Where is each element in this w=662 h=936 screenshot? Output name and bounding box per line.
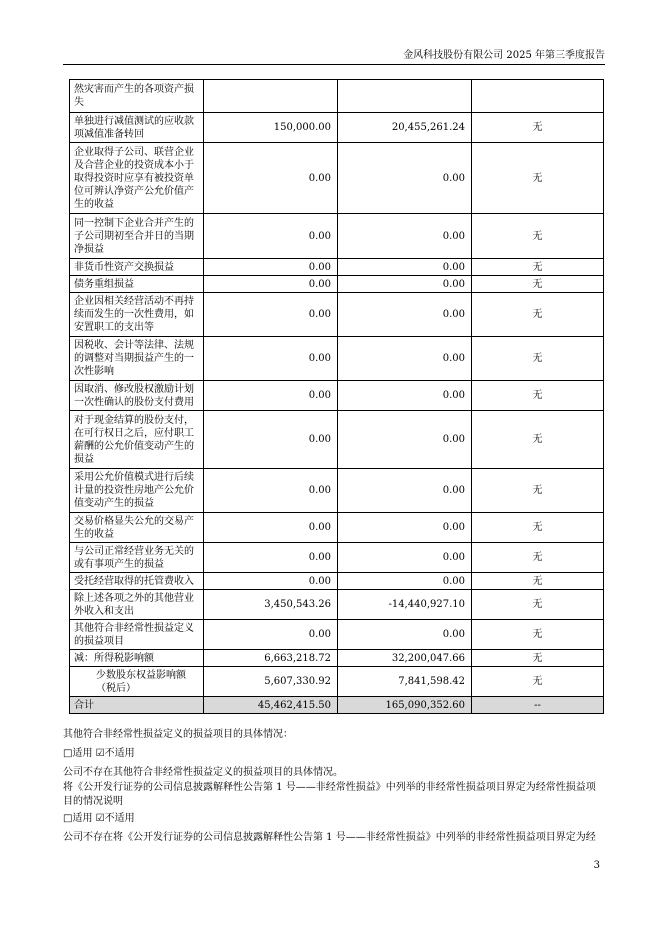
non-recurring-gains-table [69,79,604,714]
current-period-value: 0.00 [204,469,338,513]
current-period-value [204,80,338,113]
current-period-value: 0.00 [204,259,338,276]
current-period-value: 0.00 [204,143,338,214]
table-row [70,113,604,143]
current-period-value: 0.00 [204,381,338,411]
row-label: 采用公允价值模式进行后续计量的投资性房地产公允价值变动产生的损益 [70,469,204,513]
other-items-statement: 公司不存在其他符合非经常性损益定义的损益项目的具体情况。 [63,767,343,778]
table-row [70,80,604,113]
other-items-heading: 其他符合非经常性损益定义的损益项目的具体情况： [63,729,293,740]
current-period-value: 0.00 [204,276,338,293]
row-note: 无 [472,143,604,214]
row-note: 无 [472,513,604,543]
ytd-value: 0.00 [338,543,472,573]
ytd-value: 0.00 [338,513,472,543]
page-number: 3 [593,860,600,871]
table-row [70,573,604,590]
row-note: 无 [472,293,604,337]
total-current-value: 45,462,415.50 [204,697,338,714]
row-label: 减：所得税影响额 [70,650,204,667]
current-period-value: 0.00 [204,293,338,337]
row-label: 少数股东权益影响额（税后） [70,667,204,697]
row-label: 单独进行减值测试的应收款项减值准备转回 [70,113,204,143]
table-row [70,513,604,543]
header-divider [63,64,605,65]
current-period-value: 0.00 [204,513,338,543]
row-note: 无 [472,113,604,143]
row-label: 然灾害而产生的各项资产损失 [70,80,204,113]
ytd-value [338,80,472,113]
table-row [70,214,604,259]
row-note: 无 [472,667,604,697]
ytd-value: 0.00 [338,259,472,276]
table-row [70,543,604,573]
reclassification-heading: 将《公开发行证券的公司信息披露解释性公告第 1 号——非经常性损益》中列举的非经常性损益项目界定为经常性损益项目的情况说明 [63,782,596,807]
row-note: 无 [472,590,604,620]
ytd-value: 0.00 [338,214,472,259]
reclassification-statement: 公司不存在将《公开发行证券的公司信息披露解释性公告第 1 号——非经常性损益》中列举的非经常性损益项目界定为经 [63,832,596,843]
ytd-value: 0.00 [338,381,472,411]
row-label: 对于现金结算的股份支付，在可行权日之后，应付职工薪酬的公允价值变动产生的损益 [70,411,204,469]
table-row [70,143,604,214]
row-label: 受托经营取得的托管费收入 [70,573,204,590]
row-note [472,80,604,113]
ytd-value: 0.00 [338,276,472,293]
ytd-value: 0.00 [338,143,472,214]
applicability-checkbox-1: □适用 ☑不适用 [63,748,135,759]
row-note: 无 [472,276,604,293]
row-label: 其他符合非经常性损益定义的损益项目 [70,620,204,650]
ytd-value: -14,440,927.10 [338,590,472,620]
ytd-value: 7,841,598.42 [338,667,472,697]
row-note: 无 [472,573,604,590]
row-label: 与公司正常经营业务无关的或有事项产生的损益 [70,543,204,573]
total-label: 合计 [70,697,204,714]
row-label: 交易价格显失公允的交易产生的收益 [70,513,204,543]
ytd-value: 20,455,261.24 [338,113,472,143]
total-row [70,697,604,714]
row-label: 因取消、修改股权激励计划一次性确认的股份支付费用 [70,381,204,411]
table-row [70,650,604,667]
current-period-value: 5,607,330.92 [204,667,338,697]
row-note: 无 [472,411,604,469]
row-label: 企业取得子公司、联营企业及合营企业的投资成本小于取得投资时应享有被投资单位可辨认净资产公允价值产生的收益 [70,143,204,214]
current-period-value: 3,450,543.26 [204,590,338,620]
report-header: 金风科技股份有限公司 2025 年第三季度报告 [403,50,605,61]
ytd-value: 0.00 [338,469,472,513]
row-note: 无 [472,650,604,667]
row-label: 同一控制下企业合并产生的子公司期初至合并日的当期净损益 [70,214,204,259]
row-note: 无 [472,381,604,411]
table-row [70,276,604,293]
row-note: 无 [472,214,604,259]
row-label: 债务重组损益 [70,276,204,293]
table-row [70,381,604,411]
row-label: 非货币性资产交换损益 [70,259,204,276]
row-note: 无 [472,620,604,650]
row-label: 除上述各项之外的其他营业外收入和支出 [70,590,204,620]
current-period-value: 0.00 [204,411,338,469]
ytd-value: 0.00 [338,573,472,590]
table-row [70,590,604,620]
row-label: 因税收、会计等法律、法规的调整对当期损益产生的一次性影响 [70,337,204,381]
table-row [70,620,604,650]
row-note: 无 [472,337,604,381]
current-period-value: 6,663,218.72 [204,650,338,667]
table-row [70,337,604,381]
ytd-value: 0.00 [338,620,472,650]
row-note: 无 [472,543,604,573]
total-note: -- [472,697,604,714]
table-row [70,293,604,337]
ytd-value: 32,200,047.66 [338,650,472,667]
current-period-value: 0.00 [204,543,338,573]
row-note: 无 [472,469,604,513]
total-ytd-value: 165,090,352.60 [338,697,472,714]
table-row [70,259,604,276]
current-period-value: 0.00 [204,573,338,590]
table-row [70,667,604,697]
current-period-value: 0.00 [204,337,338,381]
ytd-value: 0.00 [338,337,472,381]
row-label: 企业因相关经营活动不再持续而发生的一次性费用，如安置职工的支出等 [70,293,204,337]
ytd-value: 0.00 [338,411,472,469]
ytd-value: 0.00 [338,293,472,337]
table-row [70,411,604,469]
current-period-value: 150,000.00 [204,113,338,143]
row-note: 无 [472,259,604,276]
table-row [70,469,604,513]
current-period-value: 0.00 [204,620,338,650]
current-period-value: 0.00 [204,214,338,259]
applicability-checkbox-2: □适用 ☑不适用 [63,813,135,824]
